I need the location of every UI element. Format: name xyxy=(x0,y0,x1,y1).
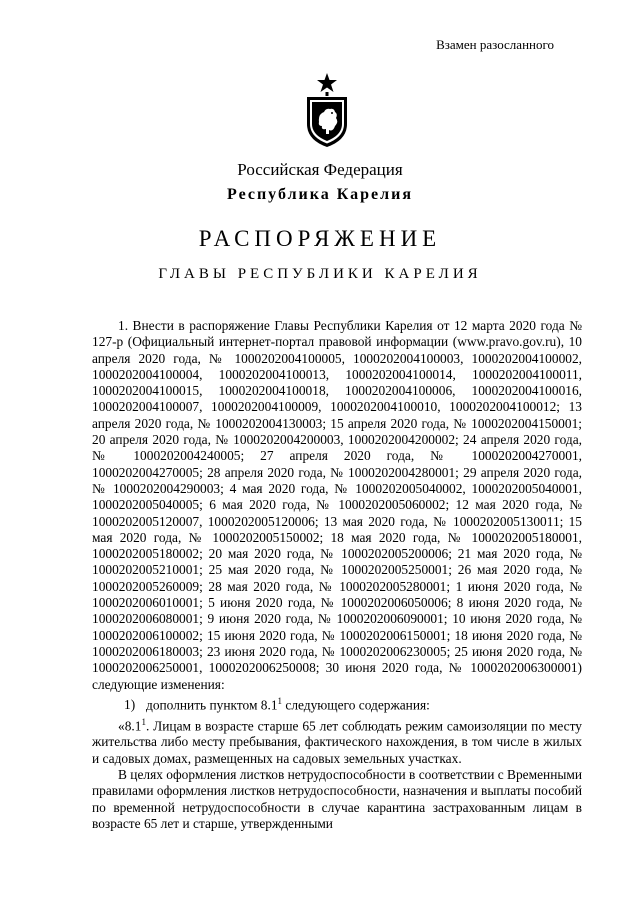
quoted-clause-text: . Лицам в возрасте старше 65 лет соблюдать режим самоизоляции по месту жительства либо месту пребывания, фактического нахождения, в том числе в жилых и садовых домах, размещенных на садовых земельных участках. xyxy=(92,718,582,766)
list-item-text-end: следующего содержания: xyxy=(282,697,430,713)
paragraph-1: 1. Внести в распоряжение Главы Республики Карелия от 12 марта 2020 года № 127-р (Официальный интернет-портал правовой информации (www.pravo.gov.ru), 10 апреля 2020 года, № 1000202004100005, 1000202004100003, 1000202004100002, 1000202004100004, 1000202004100013, 1000202004100014, 1000202004100011, 1000202004100015, 1000202004100018, 1000202004100006, 1000202004100016, 1000202004100007, 1000202004100009, 1000202004100010, 1000202004100012; 13 апреля 2020 года, № 1000202004130003; 15 апреля 2020 года, № 1000202004150001; 20 апреля 2020 года, № 1000202004200003, 1000202004200002; 24 апреля 2020 года, № 1000202004240005; 27 апреля 2020 года, № 1000202004270001, 1000202004270005; 28 апреля 2020 года, № 1000202004280001; 29 апреля 2020 года, № 1000202004290003; 4 мая 2020 года, № 1000202005040002, 1000202005040001, 1000202005040005; 6 мая 2020 года, № 1000202005060002; 12 мая 2020 года, № 1000202005120007, 1000202005120006; 13 мая 2020 года, № 1000202005130011; 15 мая 2020 года, № 1000202005150002; 18 мая 2020 года, № 1000202005180001, 1000202005180002; 20 мая 2020 года, № 1000202005200006; 21 мая 2020 года, № 1000202005210001; 25 мая 2020 года, № 1000202005250001; 26 мая 2020 года, № 1000202005260009; 28 мая 2020 года, № 1000202005280001; 1 июня 2020 года, № 1000202006010001; 5 июня 2020 года, № 1000202006050006; 8 июня 2020 года, № 1000202006080001; 9 июня 2020 года, № 1000202006090001; 10 июня 2020 года, № 1000202006100002; 15 июня 2020 года, № 1000202006150001; 18 июня 2020 года, № 1000202006180003; 23 июня 2020 года, № 1000202006230005; 25 июня 2020 года, № 1000202006250001, 1000202006250008; 30 июня 2020 года, № 1000202006300001) следующие изменения: xyxy=(92,318,582,692)
paragraph-last: В целях оформления листков нетрудоспособности в соответствии с Временными правилами оформления листков нетрудоспособности, назначения и выплаты пособий по временной нетрудоспособности в случае карантина застрахованным лицам в возрасте 65 лет и старше, утвержденными xyxy=(92,766,582,831)
list-item-text: дополнить пунктом 8.1 xyxy=(146,697,278,713)
list-item-number: 1) xyxy=(124,697,136,713)
quoted-clause xyxy=(92,714,582,767)
issuer-subtitle: ГЛАВЫ РЕСПУБЛИКИ КАРЕЛИЯ xyxy=(158,266,482,282)
document-body xyxy=(92,318,582,832)
replacement-note: Взамен разосланного xyxy=(436,37,554,52)
list-item-superscript: 1 xyxy=(277,695,283,706)
quoted-clause-superscript: 1 xyxy=(141,716,146,727)
list-item-1 xyxy=(92,693,582,714)
document-type-title: РАСПОРЯЖЕНИЕ xyxy=(198,226,442,251)
coat-of-arms-emblem xyxy=(302,72,352,148)
republic-name: Республика Карелия xyxy=(227,186,413,203)
quoted-clause-number: «8.1 xyxy=(118,718,142,734)
country-name: Российская Федерация xyxy=(237,160,403,179)
